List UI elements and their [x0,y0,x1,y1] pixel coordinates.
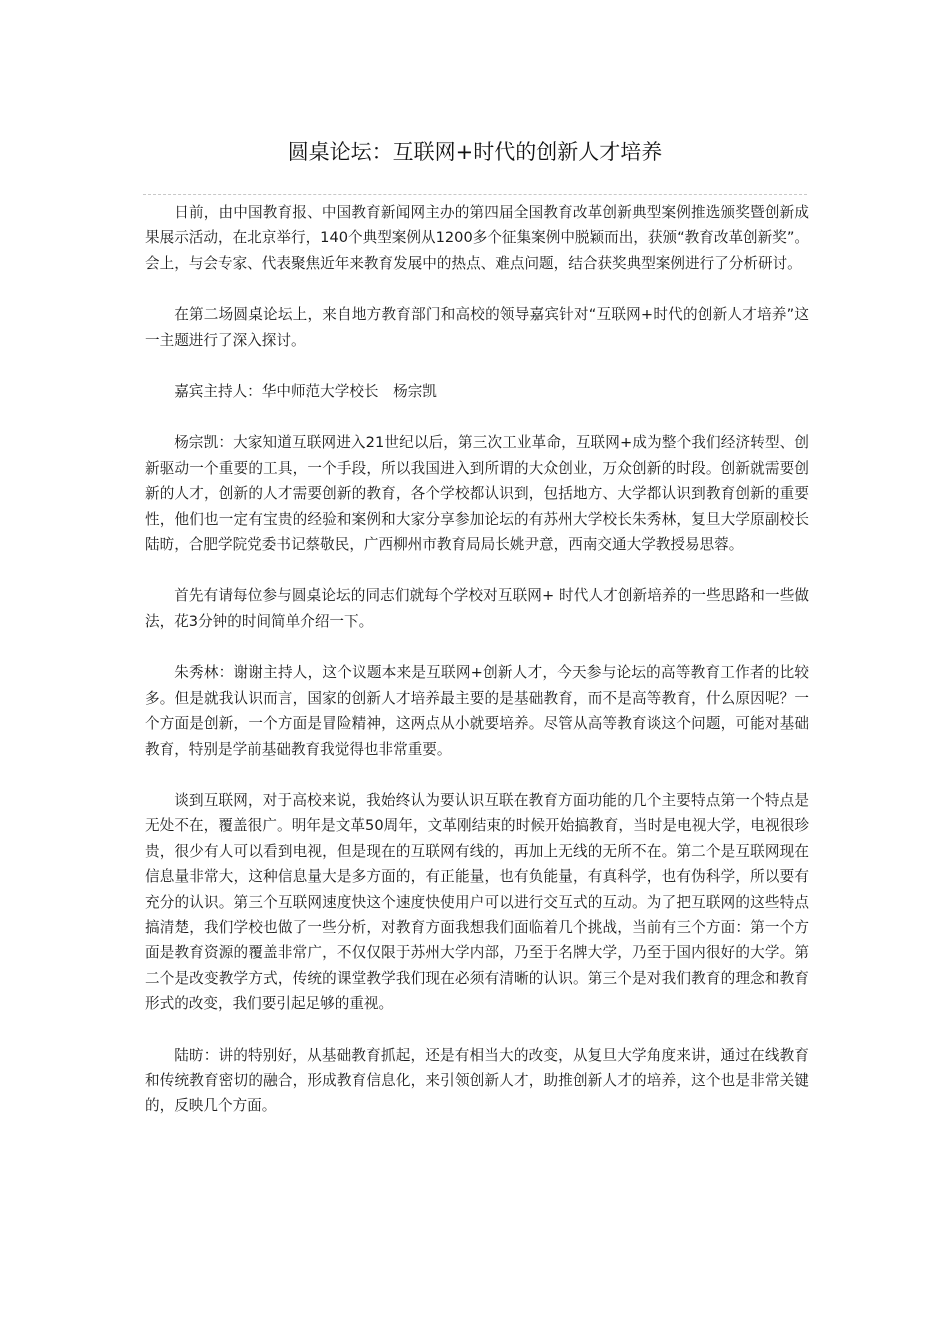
document-body [145,200,809,1145]
title-divider [143,194,807,195]
paragraph-host: 嘉宾主持人：华中师范大学校长 杨宗凯 [174,383,437,401]
paragraph-lu-fang: 陆昉：讲的特别好，从基础教育抓起，还是有相当大的改变，从复旦大学角度来讲，通过在线教育和传统教育密切的融合，形成教育信息化，来引领创新人才，助推创新人才的培养，这个也是非常关键的，反映几个方面。 [145,1046,809,1115]
paragraph-invitation: 首先有请每位参与圆桌论坛的同志们就每个学校对互联网+ 时代人才创新培养的一些思路和一些做法，花3分钟的时间简单介绍一下。 [145,587,809,630]
paragraph-yang-zongkai: 杨宗凯：大家知道互联网进入21世纪以后，第三次工业革命，互联网+成为整个我们经济转型、创新驱动一个重要的工具，一个手段，所以我国进入到所谓的大众创业，万众创新的时段。创新就需要创新的人才，创新的人才需要创新的教育，各个学校都认识到，包括地方、大学都认识到教育创新的重要性，他们也一定有宝贵的经验和案例和大家分享参加论坛的有苏州大学校长朱秀林，复旦大学原副校长陆昉，合肥学院党委书记蔡敬民，广西柳州市教育局局长姚尹意，西南交通大学教授易思蓉。 [145,434,809,554]
paragraph-zhu-xiulin: 朱秀林：谢谢主持人，这个议题本来是互联网+创新人才，今天参与论坛的高等教育工作者的比较多。但是就我认识而言，国家的创新人才培养最主要的是基础教育，而不是高等教育，什么原因呢？一个方面是创新，一个方面是冒险精神，这两点从小就要培养。尽管从高等教育谈这个问题，可能对基础教育，特别是学前基础教育我觉得也非常重要。 [145,664,809,758]
paragraph-forum-topic: 在第二场圆桌论坛上，来自地方教育部门和高校的领导嘉宾针对“互联网+时代的创新人才培养”这一主题进行了深入探讨。 [145,306,809,349]
document-title: 圆桌论坛：互联网+时代的创新人才培养 [287,140,663,164]
paragraph-internet-features: 谈到互联网，对于高校来说，我始终认为要认识互联在教育方面功能的几个主要特点第一个特点是无处不在，覆盖很广。明年是文革50周年，文革刚结束的时候开始搞教育，当时是电视大学，电视很珍贵，很少有人可以看到电视，但是现在的互联网有线的，再加上无线的无所不在。第二个是互联网现在信息量非常大，这种信息量大是多方面的，有正能量，也有负能量，有真科学，也有伪科学，所以要有充分的认识。第三个互联网速度快这个速度快使用户可以进行交互式的互动。为了把互联网的这些特点搞清楚，我们学校也做了一些分析，对教育方面我想我们面临着几个挑战，当前有三个方面：第一个方面是教育资源的覆盖非常广，不仅仅限于苏州大学内部，乃至于名牌大学，乃至于国内很好的大学。第二个是改变教学方式，传统的课堂教学我们现在必须有清晰的认识。第三个是对我们教育的理念和教育形式的改变，我们要引起足够的重视。 [145,791,809,1013]
paragraph-intro: 日前，由中国教育报、中国教育新闻网主办的第四届全国教育改革创新典型案例推选颁奖暨创新成果展示活动，在北京举行，140个典型案例从1200多个征集案例中脱颖而出，获颁“教育改革创新奖”。会上，与会专家、代表聚焦近年来教育发展中的热点、难点问题，结合获奖典型案例进行了分析研讨。 [145,204,809,272]
